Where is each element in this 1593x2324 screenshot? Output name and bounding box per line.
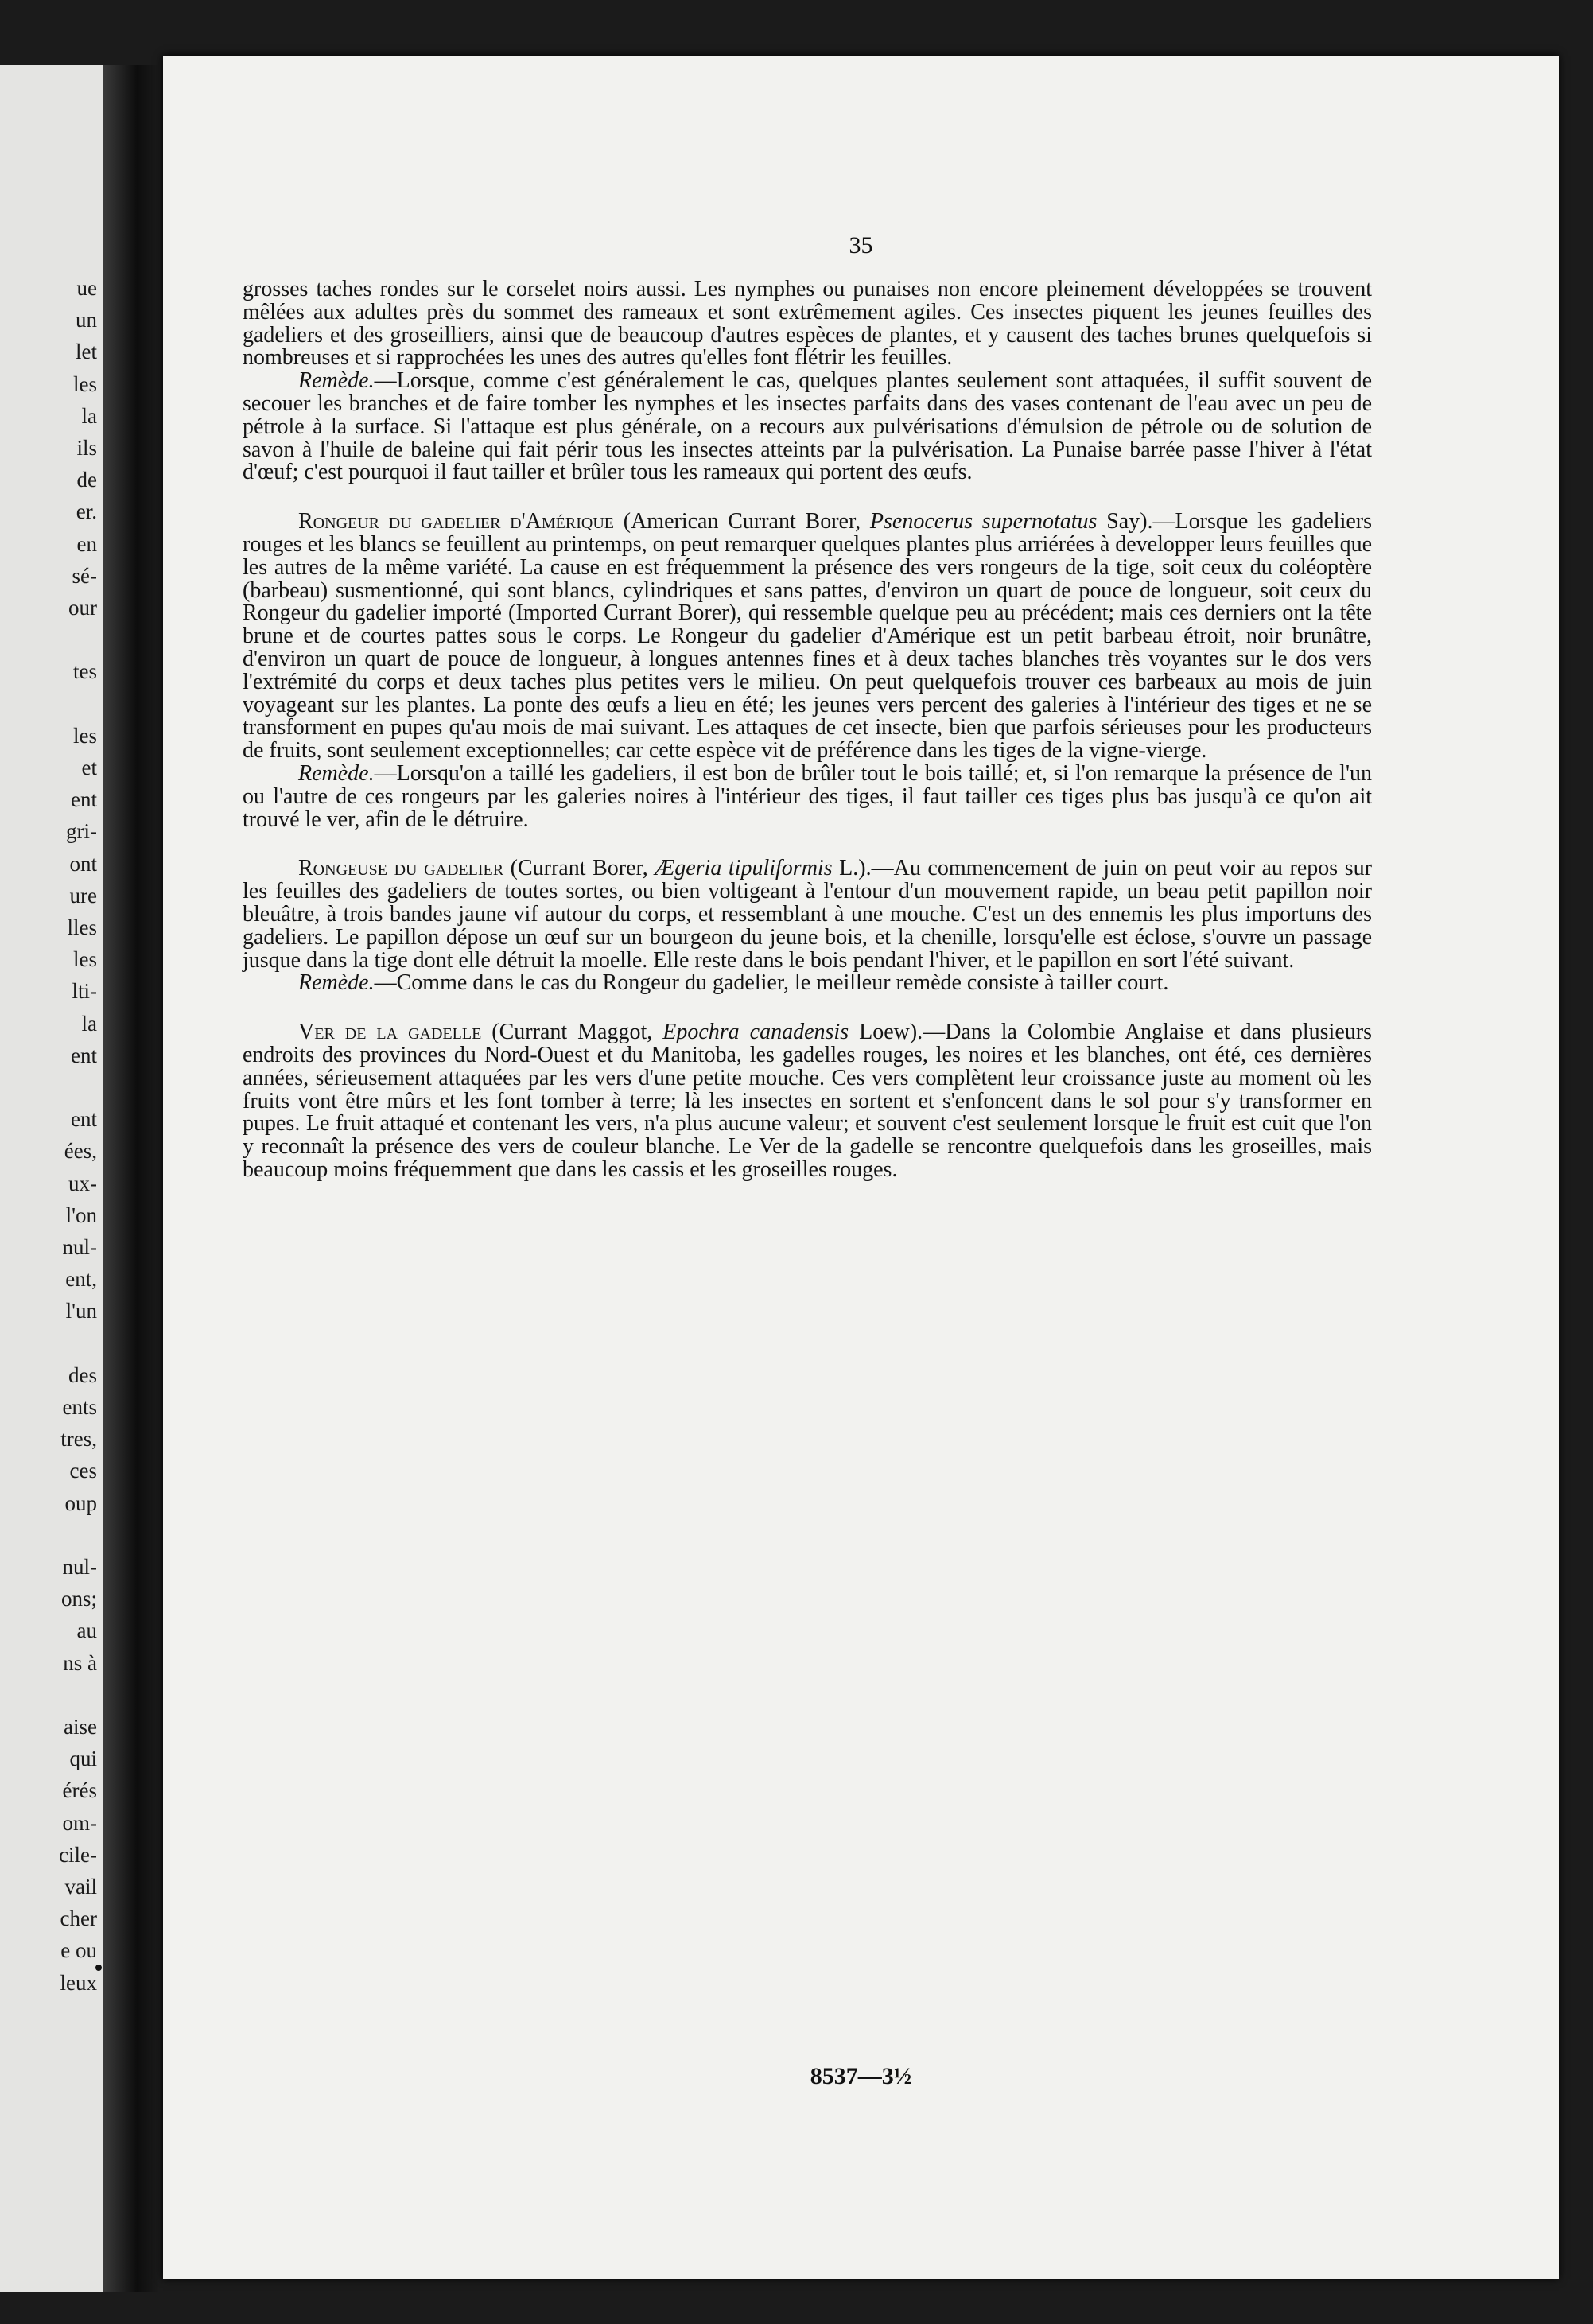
- left-page-fragment: cher: [60, 1906, 97, 1931]
- left-page-fragment: sé-: [72, 563, 97, 588]
- paragraph-continuation: grosses taches rondes sur le corselet noirs aussi. Les nymphes ou punaises non encore pleinement développées se trouvent mêlées aux adultes près du sommet des rameaux et sont extrêmement agiles. Ces insectes piquent les jeunes feuilles des gadeliers et des groseilliers, ainsi que de beaucoup d'autres espèces de plantes, et y causent des taches brunes quelquefois si nombreuses et si rapprochées les unes des autres qu'elles font flétrir les feuilles.: [243, 277, 1372, 371]
- left-page-fragment: ent,: [65, 1267, 97, 1292]
- left-page-fragment: ces: [69, 1459, 97, 1483]
- left-page-fragment: l'on: [65, 1203, 97, 1227]
- left-page-fragment: [2, 688, 97, 720]
- section-currant-maggot: [243, 1021, 1372, 1182]
- author: L.).: [832, 856, 872, 881]
- left-page-fragment: de: [76, 468, 97, 492]
- section-text: —Au commencement de juin on peut voir au repos sur les feuilles des gadeliers de toutes sortes, ou bien voltigeant à l'entour d'un mouvement rapide, un beau petit papillon noir bleuâtre, à trois bandes jaune vif autour du corps, et ressemblant à une mouche. C'est un des ennemis les plus importuns des gadeliers. Le papillon dépose un œuf sur un bourgeon du jeune bois, et la chenille, lorsqu'elle est éclose, s'ouvre un passage jusque dans la tige dont elle détruit la moelle. Elle reste dans le bois pendant l'hiver, et le papillon en sort l'été suivant.: [243, 856, 1372, 973]
- left-page-fragment: [2, 1071, 97, 1103]
- left-page-fragment: e ou: [60, 1938, 97, 1963]
- left-page-fragment: [2, 1327, 97, 1359]
- left-page-fragment: ils: [76, 436, 97, 461]
- facing-page-left: [0, 65, 119, 2292]
- remedy-label: Remède.: [298, 368, 375, 394]
- left-page-fragment: vail: [64, 1875, 97, 1899]
- section-american-currant-borer: [243, 511, 1372, 763]
- left-page-fragment: [2, 1679, 97, 1711]
- left-page-fragment: un: [76, 308, 97, 332]
- left-page-fragment: la: [81, 1011, 97, 1036]
- left-page-fragment: lti-: [72, 979, 97, 1004]
- page-body: [243, 278, 1372, 1182]
- left-page-fragment: érés: [62, 1778, 97, 1803]
- remedy-text: —Lorsqu'on a taillé les gadeliers, il est bon de brûler tout le bois taillé; et, si l'on remarque la présence de l'un ou l'autre de ces rongeurs par les galeries noires à l'intérieur des tiges, il faut tailler ces tiges plus bas jusqu'à ce qu'on ait trouvé le ver, afin de le détruire.: [243, 760, 1372, 832]
- left-page-fragment: la: [81, 403, 97, 428]
- section-title: Ver de la gadelle: [298, 1020, 482, 1045]
- left-page-fragment: ent: [71, 1043, 97, 1067]
- left-page-fragment: lles: [67, 915, 97, 940]
- left-page-fragment: au: [76, 1619, 97, 1643]
- latin-name: Psenocerus supernotatus: [869, 509, 1098, 534]
- remedy-text: —Comme dans le cas du Rongeur du gadelier, le meilleur remède consiste à tailler court.: [374, 970, 1169, 996]
- left-page-fragment: tes: [73, 659, 97, 684]
- common-name: (Currant Maggot,: [481, 1020, 663, 1045]
- left-page-fragment: nul-: [62, 1235, 97, 1260]
- left-page-fragment: aise: [64, 1715, 97, 1739]
- left-page-fragment: leux: [60, 1970, 97, 1995]
- author: Loew).: [849, 1020, 923, 1045]
- section-title: Rongeuse du gadelier: [298, 856, 504, 881]
- left-page-fragment: gri-: [66, 819, 97, 844]
- left-page-fragment: les: [73, 723, 97, 748]
- page-35: [163, 56, 1559, 2279]
- left-page-fragment: ns à: [63, 1650, 97, 1675]
- left-page-fragment: l'un: [65, 1299, 97, 1323]
- left-page-fragment: oup: [64, 1490, 97, 1515]
- left-page-fragment: our: [68, 596, 97, 620]
- paragraph-remedy-1: [243, 370, 1372, 484]
- left-page-fragment: qui: [69, 1747, 97, 1771]
- common-name: (Currant Borer,: [503, 856, 655, 881]
- left-page-fragment: [2, 1519, 97, 1551]
- section-text: —Lorsque les gadeliers rouges et les blancs se feuillent au printemps, on peut remarquer quelques plantes plus arriérées à developper leurs feuilles que les autres de la même variété. La cause en est fréquemment la présence des vers rongeurs de la tige, soit ceux du coléoptère (barbeau) susmentionné, qui sont blancs, cylindriques et sans pattes, d'environ un quart de pouce de longueur, soit ceux du Rongeur du gadelier importé (Imported Currant Borer), qui ressemble quelque peu au précédent; mais ces derniers ont la tête brune et de courtes pattes sous le corps. Le Rongeur du gadelier d'Amérique est un petit barbeau étroit, noir brunâtre, d'environ un quart de pouce de longueur, à longues antennes fines et à deux taches blanches très voyantes sur le dos vers l'extrémité du corps et deux taches plus petites vers le milieu. On peut quelquefois trouver ces barbeaux au mois de juin voyageant sur les plantes. La ponte des œufs a lieu en été; les jeunes vers percent des galeries à l'intérieur des tiges et ne se transforment en pupes qu'au mois de mai suivant. Les attaques de cet insecte, bien que parfois sérieuses pour les producteurs de fruits, sont seulement exceptionnelles; car cette espèce vit de préférence dans les tiges de la vigne-vierge.: [243, 509, 1372, 764]
- left-page-fragment: ents: [62, 1395, 97, 1420]
- left-page-fragment: om-: [62, 1810, 97, 1835]
- remedy-label: Remède.: [298, 970, 375, 996]
- left-page-fragment: des: [68, 1362, 97, 1387]
- paragraph-remedy-2: [243, 760, 1372, 832]
- left-page-fragment: er.: [76, 499, 97, 524]
- signature-mark: 8537—3½: [810, 2063, 912, 2089]
- left-page-fragment: ue: [76, 276, 97, 300]
- remedy-text: —Lorsque, comme c'est généralement le cas, quelques plantes seulement sont attaquées, il suffit souvent de secouer les branches et de faire tomber les nymphes et les insectes parfaits dans des vases contenant de l'eau avec un peu de pétrole à la surface. Si l'attaque est plus générale, on a recours aux pulvérisations d'émulsion de pétrole ou de solution de savon à l'huile de baleine qui fait périr tous les insectes atteints par la pulvérisation. La Punaise barrée passe l'hiver à l'état d'œuf; c'est pourquoi il faut tailler et brûler tous les rameaux qui portent des œufs.: [243, 368, 1372, 485]
- left-page-fragment: tres,: [60, 1427, 97, 1452]
- latin-name: Ægeria tipuliformis: [655, 856, 833, 881]
- paragraph-remedy-3: [243, 972, 1372, 995]
- common-name: (American Currant Borer,: [613, 509, 870, 534]
- left-page-fragment: ent: [71, 1107, 97, 1132]
- book-gutter: [103, 65, 159, 2292]
- left-page-fragment: en: [76, 531, 97, 556]
- left-page-fragment: nul-: [62, 1555, 97, 1580]
- left-page-fragment: let: [76, 340, 97, 364]
- left-page-fragment: cile-: [59, 1842, 97, 1867]
- left-page-fragment: et: [81, 756, 97, 780]
- author: Say).: [1097, 509, 1153, 534]
- section-text: —Dans la Colombie Anglaise et dans plusieurs endroits des provinces du Nord-Ouest et du Manitoba, les gadelles rouges, les noires et les blanches, ont été, ces dernières années, sérieusement attaquées par les vers d'une petite mouche. Ces vers complètent leur croissance juste au moment où les fruits vont être mûrs et les font tomber à terre; là les insectes en sortent et s'enfoncent dans le sol pour s'y transformer en pupes. Le fruit attaqué et contenant les vers, n'a plus aucune valeur; et souvent c'est seulement lorsque le fruit est cuit que l'on y reconnaît la présence des vers de couleur blanche. Le Ver de la gadelle se rencontre quelquefois dans les groseilles, mais beaucoup moins fréquemment que dans les cassis et les groseilles rouges.: [243, 1020, 1372, 1182]
- section-currant-borer: [243, 857, 1372, 972]
- left-page-fragment: ux-: [68, 1171, 97, 1195]
- remedy-label: Remède.: [298, 760, 375, 786]
- left-page-fragment: ées,: [64, 1139, 97, 1164]
- left-page-fragment: ure: [69, 883, 97, 907]
- left-page-fragment: ent: [71, 787, 97, 812]
- left-page-fragment: [2, 624, 97, 655]
- left-page-fragment: les: [73, 947, 97, 972]
- latin-name: Epochra canadensis: [662, 1020, 849, 1045]
- left-page-text-fragments: [2, 272, 97, 1999]
- left-page-fragment: ons;: [60, 1587, 97, 1611]
- left-page-fragment: les: [73, 371, 97, 396]
- left-page-fragment: ont: [69, 851, 97, 876]
- bullet-dot: [95, 1965, 102, 1971]
- page-number: 35: [849, 232, 873, 258]
- section-title: Rongeur du gadelier d'Amérique: [298, 509, 614, 534]
